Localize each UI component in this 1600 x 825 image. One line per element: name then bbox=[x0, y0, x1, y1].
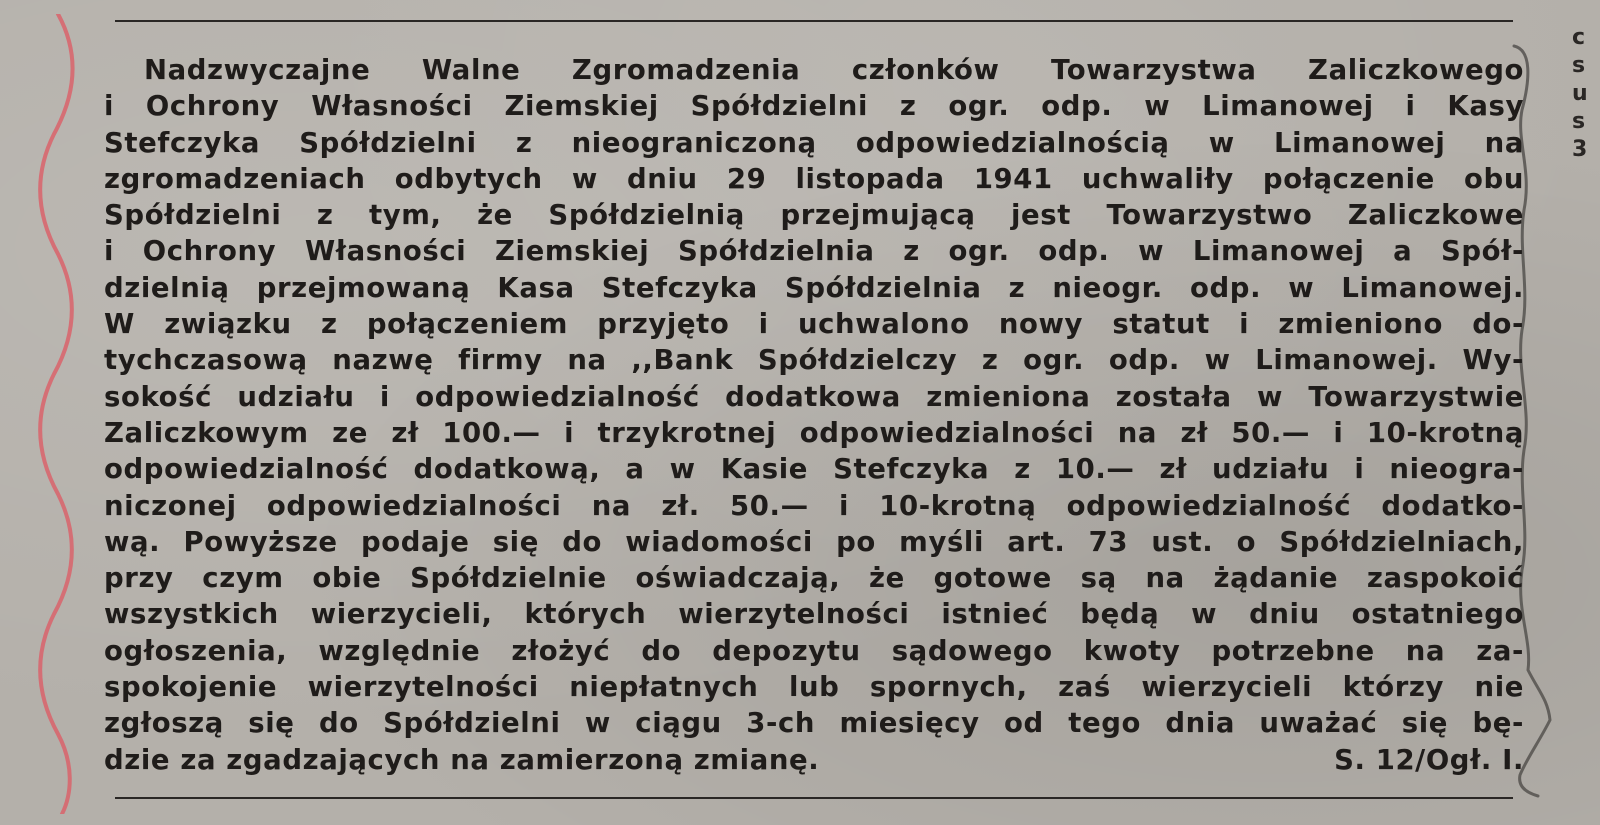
fragment-char: s bbox=[1572, 53, 1586, 78]
notice-line: niczonej odpowiedzialności na zł. 50.— i 10-krotną odpowiedzialność dodatko- bbox=[104, 489, 1524, 522]
notice-line: ogłoszenia, względnie złożyć do depozytu sądowego kwoty potrzebne na za- bbox=[104, 634, 1524, 667]
notice-line: dzielnią przejmowaną Kasa Stefczyka Spółdzielnia z nieogr. odp. w Limanowej. bbox=[104, 271, 1524, 304]
notice-line: i Ochrony Własności Ziemskiej Spółdzielnia z ogr. odp. w Limanowej a Spół- bbox=[104, 235, 1524, 268]
notice-line: Stefczyka Spółdzielni z nieograniczoną odpowiedzialnością w Limanowej na bbox=[104, 126, 1524, 159]
notice-line: dzie za zgadzających na zamierzoną zmianę. bbox=[104, 743, 820, 776]
notice-signature: S. 12/Ogł. I. bbox=[1334, 743, 1524, 776]
notice-line: sokość udziału i odpowiedzialność dodatkowa zmieniona została w Towarzystwie bbox=[104, 380, 1524, 413]
notice-last-line-row bbox=[104, 742, 1524, 778]
fragment-char: s bbox=[1572, 109, 1586, 134]
notice-line: i Ochrony Własności Ziemskiej Spółdzielni z ogr. odp. w Limanowej i Kasy bbox=[104, 90, 1524, 123]
notice-line: Zaliczkowym ze zł 100.— i trzykrotnej odpowiedzialności na zł 50.— i 10-krotną bbox=[104, 416, 1524, 449]
notice-line: przy czym obie Spółdzielnie oświadczają, że gotowe są na żądanie zaspokoić bbox=[104, 562, 1524, 595]
fragment-char: u bbox=[1572, 81, 1588, 106]
notice-line: wszystkich wierzycieli, których wierzytelności istnieć będą w dniu ostatniego bbox=[104, 598, 1524, 631]
notice-line: spokojenie wierzytelności niepłatnych lub spornych, zaś wierzycieli którzy nie bbox=[104, 671, 1524, 704]
fragment-char: c bbox=[1572, 25, 1586, 50]
notice-line: Spółdzielni z tym, że Spółdzielnią przejmującą jest Towarzystwo Zaliczkowe bbox=[104, 199, 1524, 232]
notice-line: zgłoszą się do Spółdzielni w ciągu 3-ch miesięcy od tego dnia uważać się bę- bbox=[104, 707, 1524, 740]
adjacent-column-fragment bbox=[1572, 24, 1598, 164]
notice-line: W związku z połączeniem przyjęto i uchwalono nowy statut i zmieniono do- bbox=[104, 308, 1524, 341]
cooperative-merger-notice bbox=[104, 52, 1524, 778]
notice-line: tychczasową nazwę firmy na ,,Bank Spółdzielczy z ogr. odp. w Limanowej. Wy- bbox=[104, 344, 1524, 377]
notice-line: wą. Powyższe podaje się do wiadomości po myśli art. 73 ust. o Spółdzielniach, bbox=[104, 525, 1524, 558]
notice-line: zgromadzeniach odbytych w dniu 29 listopada 1941 uchwaliły połączenie obu bbox=[104, 162, 1524, 195]
notice-line: Nadzwyczajne Walne Zgromadzenia członków Towarzystwa Zaliczkowego bbox=[144, 54, 1524, 86]
red-pencil-margin-mark bbox=[18, 14, 88, 814]
fragment-char: 3 bbox=[1572, 137, 1588, 162]
bottom-divider-rule bbox=[115, 797, 1513, 799]
notice-line: odpowiedzialność dodatkową, a w Kasie Stefczyka z 10.— zł udziału i nieogra- bbox=[104, 453, 1524, 486]
top-divider-rule bbox=[115, 20, 1513, 22]
